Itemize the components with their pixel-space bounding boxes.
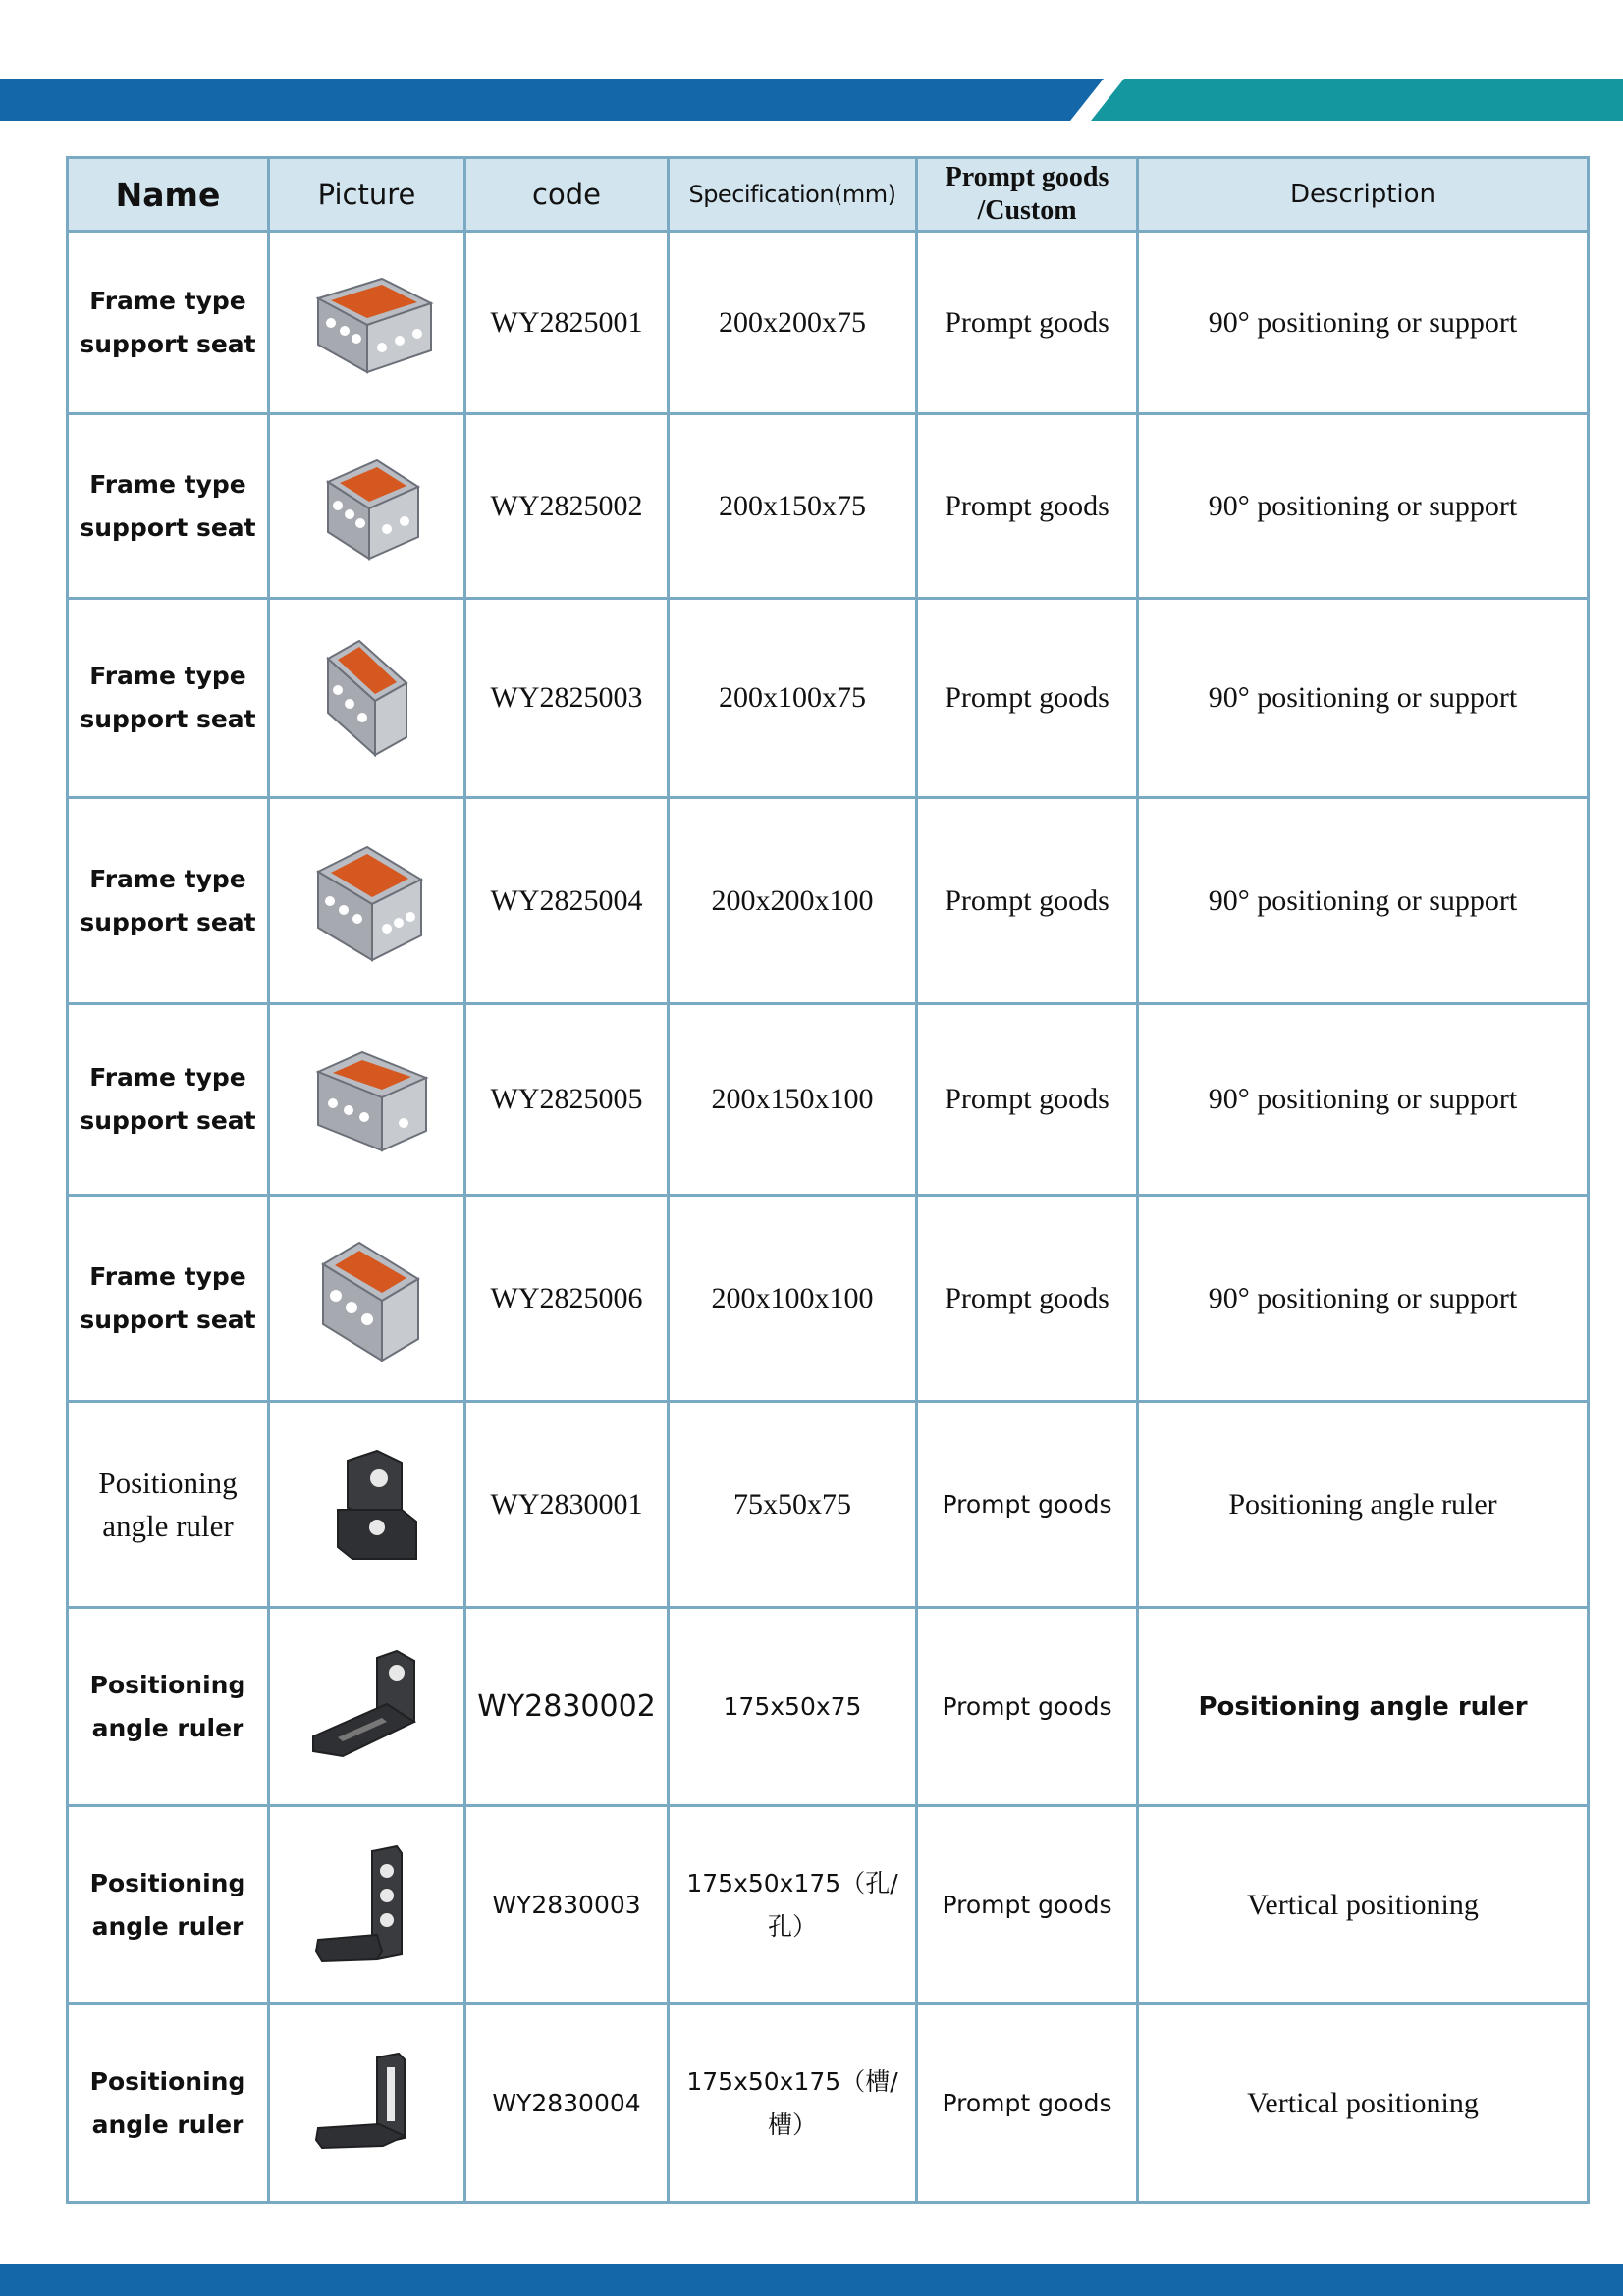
header-prompt-line2: /Custom bbox=[977, 195, 1077, 226]
row-code: WY2825002 bbox=[465, 414, 669, 599]
row-prompt: Prompt goods bbox=[917, 1196, 1138, 1402]
row-description: Vertical positioning bbox=[1138, 2004, 1589, 2203]
header-description: Description bbox=[1138, 158, 1589, 232]
row-description: Vertical positioning bbox=[1138, 1806, 1589, 2004]
header-name: Name bbox=[68, 158, 269, 232]
table-row bbox=[68, 1608, 1589, 1806]
row-prompt: Prompt goods bbox=[917, 414, 1138, 599]
row-prompt: Prompt goods bbox=[917, 232, 1138, 414]
row-spec: 200x200x75 bbox=[669, 232, 917, 414]
table-row bbox=[68, 599, 1589, 798]
row-description: 90° positioning or support bbox=[1138, 414, 1589, 599]
table-row bbox=[68, 1196, 1589, 1402]
row-name: Frame type support seat bbox=[68, 1004, 269, 1196]
row-code: WY2825005 bbox=[465, 1004, 669, 1196]
table-row bbox=[68, 1004, 1589, 1196]
header-band bbox=[0, 0, 1623, 128]
table-row bbox=[68, 414, 1589, 599]
footer-band bbox=[0, 2264, 1623, 2296]
table-row bbox=[68, 2004, 1589, 2203]
angle-ruler-icon bbox=[269, 1608, 465, 1806]
row-name: Positioning angle ruler bbox=[68, 1402, 269, 1608]
row-description: Positioning angle ruler bbox=[1138, 1402, 1589, 1608]
row-spec bbox=[669, 2004, 917, 2203]
row-description: 90° positioning or support bbox=[1138, 232, 1589, 414]
row-description: 90° positioning or support bbox=[1138, 798, 1589, 1004]
header-prompt-custom bbox=[917, 158, 1138, 232]
row-prompt: Prompt goods bbox=[917, 1608, 1138, 1806]
row-code: WY2825003 bbox=[465, 599, 669, 798]
row-code: WY2830002 bbox=[465, 1608, 669, 1806]
frame-block-icon bbox=[269, 599, 465, 798]
angle-ruler-icon bbox=[269, 1806, 465, 2004]
row-name: Positioning angle ruler bbox=[68, 2004, 269, 2203]
frame-block-icon bbox=[269, 1004, 465, 1196]
row-spec-line2: 槽） bbox=[767, 2109, 817, 2139]
row-code: WY2830001 bbox=[465, 1402, 669, 1608]
row-prompt: Prompt goods bbox=[917, 1004, 1138, 1196]
product-table bbox=[66, 156, 1590, 2204]
row-prompt: Prompt goods bbox=[917, 1806, 1138, 2004]
row-spec bbox=[669, 1806, 917, 2004]
row-name: Frame type support seat bbox=[68, 599, 269, 798]
table-row bbox=[68, 1402, 1589, 1608]
header-specification: Specification(mm) bbox=[669, 158, 917, 232]
row-description: 90° positioning or support bbox=[1138, 1196, 1589, 1402]
row-spec: 200x150x100 bbox=[669, 1004, 917, 1196]
row-name: Positioning angle ruler bbox=[68, 1608, 269, 1806]
row-name: Positioning angle ruler bbox=[68, 1806, 269, 2004]
row-prompt: Prompt goods bbox=[917, 1402, 1138, 1608]
row-spec: 175x50x75 bbox=[669, 1608, 917, 1806]
row-spec: 200x100x75 bbox=[669, 599, 917, 798]
frame-block-icon bbox=[269, 798, 465, 1004]
row-code: WY2830004 bbox=[465, 2004, 669, 2203]
row-prompt: Prompt goods bbox=[917, 599, 1138, 798]
row-spec: 200x100x100 bbox=[669, 1196, 917, 1402]
table-row bbox=[68, 232, 1589, 414]
header-picture: Picture bbox=[269, 158, 465, 232]
row-name: Frame type support seat bbox=[68, 798, 269, 1004]
frame-block-icon bbox=[269, 232, 465, 414]
header-code: code bbox=[465, 158, 669, 232]
row-code: WY2825001 bbox=[465, 232, 669, 414]
row-name: Frame type support seat bbox=[68, 1196, 269, 1402]
row-code: WY2830003 bbox=[465, 1806, 669, 2004]
angle-ruler-icon bbox=[269, 2004, 465, 2203]
frame-block-icon bbox=[269, 414, 465, 599]
row-description: 90° positioning or support bbox=[1138, 1004, 1589, 1196]
row-spec-line2: 孔） bbox=[767, 1911, 817, 1941]
row-description: 90° positioning or support bbox=[1138, 599, 1589, 798]
row-spec-line1: 175x50x175（槽/ bbox=[686, 2066, 898, 2096]
header-prompt-line1: Prompt goods bbox=[945, 162, 1109, 192]
row-spec-line1: 175x50x175（孔/ bbox=[686, 1868, 898, 1897]
table-header-row bbox=[68, 158, 1589, 232]
row-name: Frame type support seat bbox=[68, 232, 269, 414]
row-description: Positioning angle ruler bbox=[1138, 1608, 1589, 1806]
row-code: WY2825006 bbox=[465, 1196, 669, 1402]
table-row bbox=[68, 1806, 1589, 2004]
frame-block-icon bbox=[269, 1196, 465, 1402]
row-spec: 75x50x75 bbox=[669, 1402, 917, 1608]
row-spec: 200x200x100 bbox=[669, 798, 917, 1004]
row-prompt: Prompt goods bbox=[917, 798, 1138, 1004]
row-spec: 200x150x75 bbox=[669, 414, 917, 599]
row-name: Frame type support seat bbox=[68, 414, 269, 599]
angle-ruler-icon bbox=[269, 1402, 465, 1608]
row-prompt: Prompt goods bbox=[917, 2004, 1138, 2203]
table-row bbox=[68, 798, 1589, 1004]
row-code: WY2825004 bbox=[465, 798, 669, 1004]
